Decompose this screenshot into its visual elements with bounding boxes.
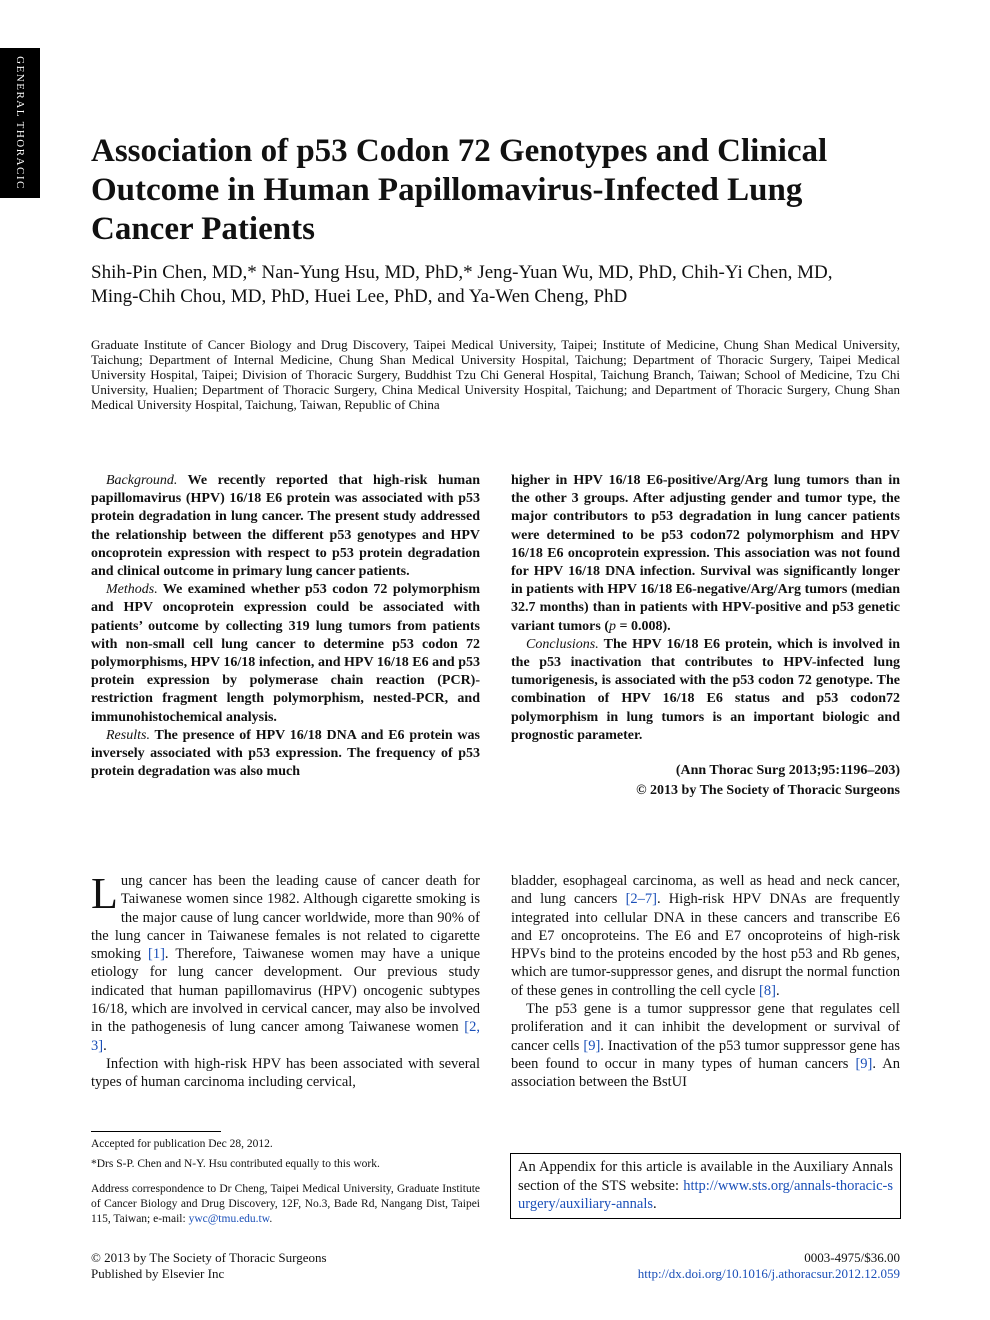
journal-citation: (Ann Thorac Surg 2013;95:1196–203) xyxy=(675,763,900,779)
footer-copyright: © 2013 by The Society of Thoracic Surgeons xyxy=(91,1250,327,1265)
abstract-right-column xyxy=(511,472,900,801)
reference-link[interactable]: [2–7] xyxy=(625,891,658,908)
reference-link[interactable]: [2, 3] xyxy=(91,1019,480,1054)
appendix-url-link[interactable]: http://www.sts.org/annals-thoracic-surgery/auxiliary-annals xyxy=(518,1177,893,1212)
doi-link[interactable]: http://dx.doi.org/10.1016/j.athoracsur.2012.12.059 xyxy=(637,1266,900,1281)
body-paragraph: bladder, esophageal carcinoma, as well as head and neck cancer, and lung cancers [2–7]. High-risk HPV DNAs are frequently integrated into cellular DNA in these cancers and transcribe E6 and E7 oncoproteins. The E6 and E7 oncoproteins of high-risk HPVs bind to the proteins encoded by the host p53 and Rb genes, which are tumor-suppressor genes, and disrupt the normal function of these genes in controlling the cell cycle [8]. xyxy=(511,873,900,999)
reference-link[interactable]: [8] xyxy=(759,982,776,999)
abstract-results: Results. The presence of HPV 16/18 DNA and E6 protein was inversely associated with p53 expression. The frequency of p53 protein degradation was also much xyxy=(91,727,480,780)
body-left-column xyxy=(91,869,481,1092)
footer-publisher: Published by Elsevier Inc xyxy=(91,1266,225,1281)
email-link[interactable]: ywc@tmu.edu.tw xyxy=(188,1213,270,1225)
body-paragraph: Infection with high-risk HPV has been associated with several types of human carcinoma including cervical, xyxy=(91,1055,480,1091)
abstract-methods: Methods. We examined whether p53 codon 72 polymorphism and HPV oncoprotein expression could be associated with patients’ outcome by collecting 319 lung tumors from patients with non-small cell lung cancer to determine p53 codon 72 polymorphisms, HPV 16/18 infection, and HPV 16/18 E6 and p53 protein expression by polymerase chain reaction (PCR)-restriction fragment length polymorphism, nested-PCR, and immunohistochemical analysis. xyxy=(91,582,480,725)
footer-left xyxy=(91,1250,327,1282)
footnote-correspondence: Address correspondence to Dr Cheng, Taipei Medical University, Graduate Institute of Cancer Biology and Drug Discovery, 12F, No.3, Bade Rd, Nangang Dist, Taipei 115, Taiwan; e-mail: ywc@tmu.edu.tw. xyxy=(91,1183,480,1225)
abstract-left-column xyxy=(91,472,480,781)
section-tab-label: GENERAL THORACIC xyxy=(14,56,27,190)
drop-cap: L xyxy=(91,869,118,918)
body-paragraph: The p53 gene is a tumor suppressor gene that regulates cell proliferation and it can inhibit the development or survival of cancer cells [9]. Inactivation of the p53 tumor suppressor gene has been found to occur in many types of human cancers [9]. An association between the BstUI xyxy=(511,1001,901,1091)
background-label: Background. xyxy=(106,473,178,488)
citation-block xyxy=(511,761,900,801)
reference-link[interactable]: [9] xyxy=(583,1037,601,1054)
article-title: Association of p53 Codon 72 Genotypes and Clinical Outcome in Human Papillomavirus-Infected Lung Cancer Patients xyxy=(91,133,828,247)
abstract-results-continued: higher in HPV 16/18 E6-positive/Arg/Arg lung tumors than in the other 3 groups. After adjusting gender and tumor type, the major contributors to p53 degradation in lung cancer patients were determined to be p53 codon72 polymorphism and HPV 16/18 E6 oncoprotein expression. This association was not found for HPV 16/18 DNA infection. Survival was significantly longer in patients with HPV 16/18 E6-negative/Arg/Arg tumors (median 32.7 months) than in patients with HPV-positive and p53 genetic variant tumors (p = 0.008). xyxy=(511,473,900,634)
reference-link[interactable]: [9] xyxy=(855,1055,873,1072)
footnote-divider xyxy=(91,1131,221,1132)
conclusions-label: Conclusions. xyxy=(526,636,599,652)
appendix-notice-box: An Appendix for this article is available in the Auxiliary Annals section of the STS website: http://www.sts.org/annals-thoracic-surgery/auxiliary-annals. xyxy=(510,1153,901,1219)
footnote-accepted: Accepted for publication Dec 28, 2012. xyxy=(91,1138,273,1150)
methods-label: Methods. xyxy=(106,582,158,598)
affiliations: Graduate Institute of Cancer Biology and Drug Discovery, Taipei Medical University, Taipei; Institute of Medicine, Chung Shan Medical University, Taichung; Department of Internal Medicine, Chung Shan Medical University Hospital, Taichung; Department of Thoracic Surgery, Taipei Medical University Hospital, Taipei; Division of Thoracic Surgery, Buddhist Tzu Chi General Hospital, Taichung Branch, Taiwan; School of Medicine, Tzu Chi University, Hualien; Department of Thoracic Surgery, China Medical University Hospital, Taichung; and Department of Thoracic Surgery, Chung Shan Medical University Hospital, Taichung, Taiwan, Republic of China xyxy=(91,337,900,412)
author-list: Shih-Pin Chen, MD,* Nan-Yung Hsu, MD, PhD,* Jeng-Yuan Wu, MD, PhD, Chih-Yi Chen, MD, Ming-Chih Chou, MD, PhD, Huei Lee, PhD, and Ya-Wen Cheng, PhD xyxy=(91,262,833,307)
footnote-equal-contribution: *Drs S-P. Chen and N-Y. Hsu contributed equally to this work. xyxy=(91,1158,380,1170)
abstract-copyright: © 2013 by The Society of Thoracic Surgeons xyxy=(636,783,900,799)
abstract-conclusions: Conclusions. The HPV 16/18 E6 protein, which is involved in the p53 inactivation that contributes to HPV-infected lung tumorigenesis, is associated with the p53 codon 72 genotype. The combination of HPV 16/18 E6 status and p53 codon72 polymorphism in lung tumors is an important biologic and prognostic parameter. xyxy=(511,636,901,743)
body-right-column xyxy=(511,872,900,1092)
results-label: Results. xyxy=(106,727,150,743)
abstract-background: Background. We recently reported that high-risk human papillomavirus (HPV) 16/18 E6 protein was associated with p53 protein degradation in lung cancer. The present study addressed the relationship between the different p53 genotypes and HPV oncoprotein expression with respect to p53 protein degradation and clinical outcome in primary lung cancer patients. xyxy=(91,473,480,580)
footer-issn: 0003-4975/$36.00 xyxy=(804,1250,900,1265)
footer-right xyxy=(638,1250,900,1282)
reference-link[interactable]: [1] xyxy=(148,946,165,963)
section-tab xyxy=(0,48,40,198)
body-paragraph: Lung cancer has been the leading cause of cancer death for Taiwanese women since 1982. Although cigarette smoking is the major cause of lung cancer worldwide, more than 90% of the lung cancer in Taiwanese females is not related to cigarette smoking [1]. Therefore, Taiwanese women may have a unique etiology for lung cancer development. Our previous study indicated that human papillomavirus (HPV) oncogenic subtypes 16/18, which are involved in cervical cancer, may also be involved in the pathogenesis of lung cancer among Taiwanese women [2, 3]. xyxy=(91,869,481,1054)
